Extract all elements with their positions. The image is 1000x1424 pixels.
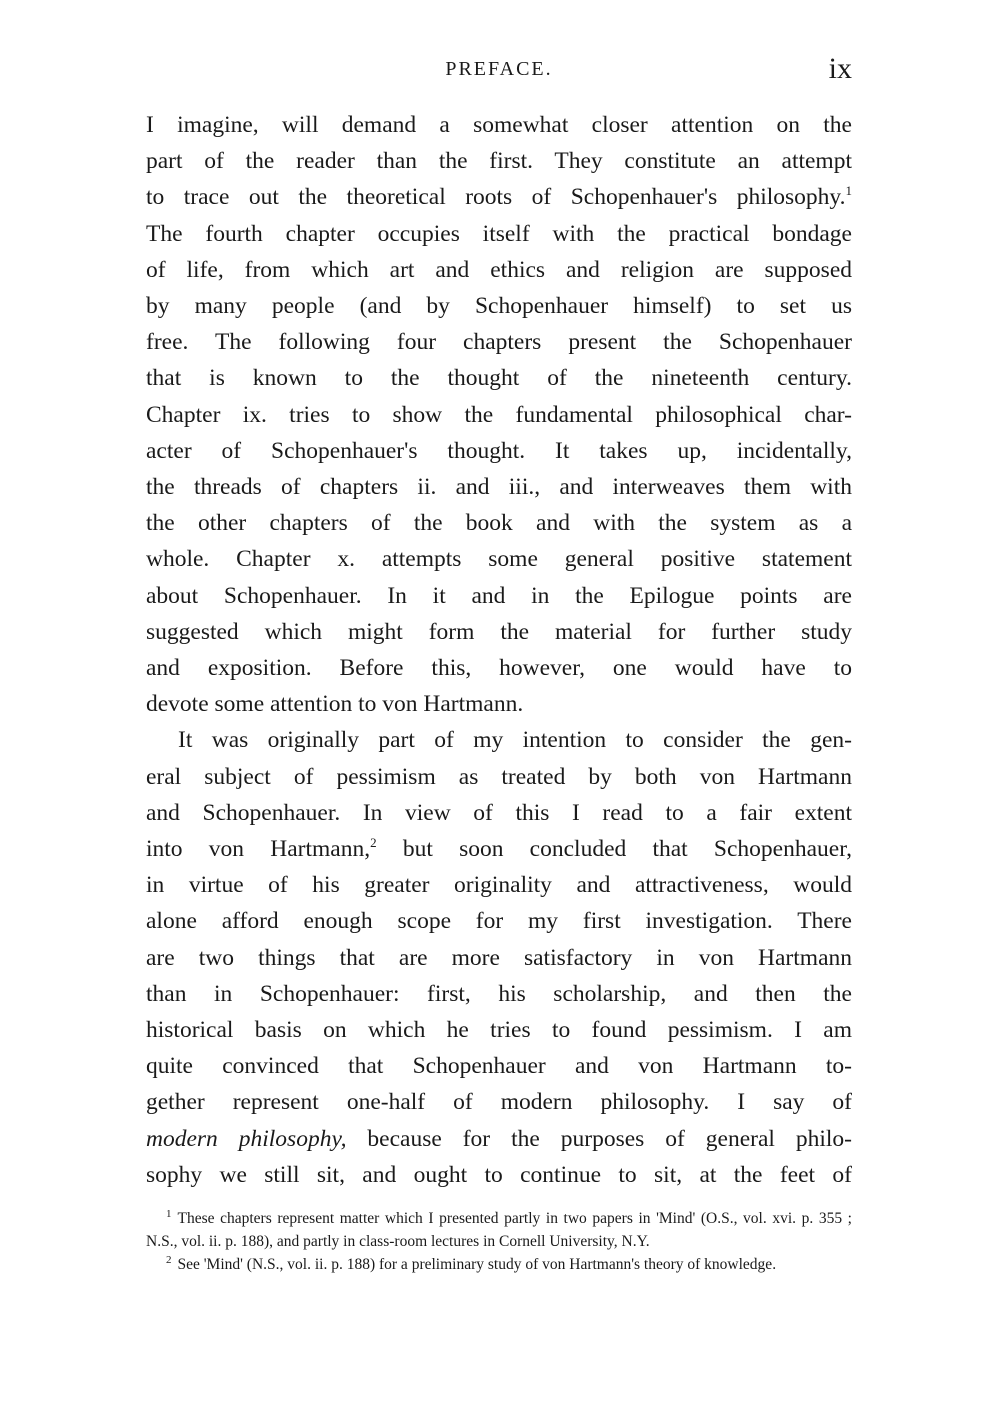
text-line: by many people (and by Schopenhauer himself) to set us bbox=[146, 293, 852, 320]
text-line-content: because for the purposes of general philo- bbox=[346, 1125, 852, 1152]
text-line: alone afford enough scope for my first investigation. There bbox=[146, 908, 852, 935]
text-line: acter of Schopenhauer's thought. It takes up, incidentally, bbox=[146, 437, 852, 464]
running-title: PREFACE. bbox=[445, 58, 553, 80]
text-line: part of the reader than the first. They constitute an attempt bbox=[146, 148, 852, 175]
text-line bbox=[146, 1121, 852, 1157]
text-line: the threads of chapters ii. and iii., and interweaves them with bbox=[146, 474, 852, 501]
body-text bbox=[146, 107, 852, 1193]
paragraph-1 bbox=[146, 107, 852, 722]
text-line: It was originally part of my intention to consider the gen- bbox=[178, 727, 852, 754]
text-line: sophy we still sit, and ought to continue to sit, at the feet of bbox=[146, 1161, 852, 1188]
text-line-content: but soon concluded that Schopenhauer, bbox=[376, 836, 852, 863]
text-line: suggested which might form the material for further study bbox=[146, 618, 852, 645]
running-head bbox=[146, 52, 852, 92]
text-line: Chapter ix. tries to show the fundamental philosophical char- bbox=[146, 401, 852, 428]
footnote-mark: 2 bbox=[166, 1254, 172, 1266]
text-line bbox=[146, 831, 852, 867]
text-line: whole. Chapter x. attempts some general positive statement bbox=[146, 546, 852, 573]
text-line: about Schopenhauer. In it and in the Epilogue points are bbox=[146, 582, 852, 609]
text-line: and exposition. Before this, however, one would have to bbox=[146, 655, 852, 682]
text-line: historical basis on which he tries to found pessimism. I am bbox=[146, 1017, 852, 1044]
footnote-ref-2[interactable]: 2 bbox=[370, 835, 377, 851]
text-line-content: to trace out the theoretical roots of Schopenhauer's philosophy. bbox=[146, 184, 846, 211]
footnote-mark: 1 bbox=[166, 1208, 172, 1220]
text-line: and Schopenhauer. In view of this I read to a fair extent bbox=[146, 799, 852, 826]
text-line: devote some attention to von Hartmann. bbox=[146, 691, 524, 718]
footnote-2 bbox=[146, 1253, 852, 1276]
footnote-text: These chapters represent matter which I presented partly in two papers in 'Mind' (O.S., vol. xvi. p. 355 ; N.S., vol. ii. p. 188), and partly in class-room lectures in Cornell University, N.Y. bbox=[146, 1210, 852, 1250]
text-line: gether represent one-half of modern philosophy. I say of bbox=[146, 1089, 852, 1116]
italic-phrase: modern philosophy, bbox=[146, 1125, 347, 1152]
text-line: than in Schopenhauer: first, his scholarship, and then the bbox=[146, 980, 852, 1007]
text-line: free. The following four chapters present the Schopenhauer bbox=[146, 329, 852, 356]
text-line: eral subject of pessimism as treated by both von Hartmann bbox=[146, 763, 852, 790]
paragraph-2 bbox=[146, 722, 852, 1193]
text-line: The fourth chapter occupies itself with the practical bondage bbox=[146, 220, 852, 247]
footnote-text: See 'Mind' (N.S., vol. ii. p. 188) for a preliminary study of von Hartmann's theory of knowledge. bbox=[177, 1256, 777, 1273]
footnotes bbox=[146, 1207, 852, 1276]
text-line: in virtue of his greater originality and attractiveness, would bbox=[146, 872, 852, 899]
text-line: that is known to the thought of the nineteenth century. bbox=[146, 365, 852, 392]
footnote-ref-1[interactable]: 1 bbox=[845, 183, 852, 199]
text-line: the other chapters of the book and with the system as a bbox=[146, 510, 852, 537]
page-number: ix bbox=[828, 52, 852, 85]
text-line bbox=[146, 179, 852, 215]
text-line: I imagine, will demand a somewhat closer attention on the bbox=[146, 112, 852, 138]
footnote-1 bbox=[146, 1207, 852, 1253]
text-line: of life, from which art and ethics and religion are supposed bbox=[146, 256, 852, 283]
text-line: are two things that are more satisfactory in von Hartmann bbox=[146, 944, 852, 971]
text-line-content: into von Hartmann, bbox=[146, 836, 371, 863]
text-line: quite convinced that Schopenhauer and von Hartmann to- bbox=[146, 1053, 852, 1080]
